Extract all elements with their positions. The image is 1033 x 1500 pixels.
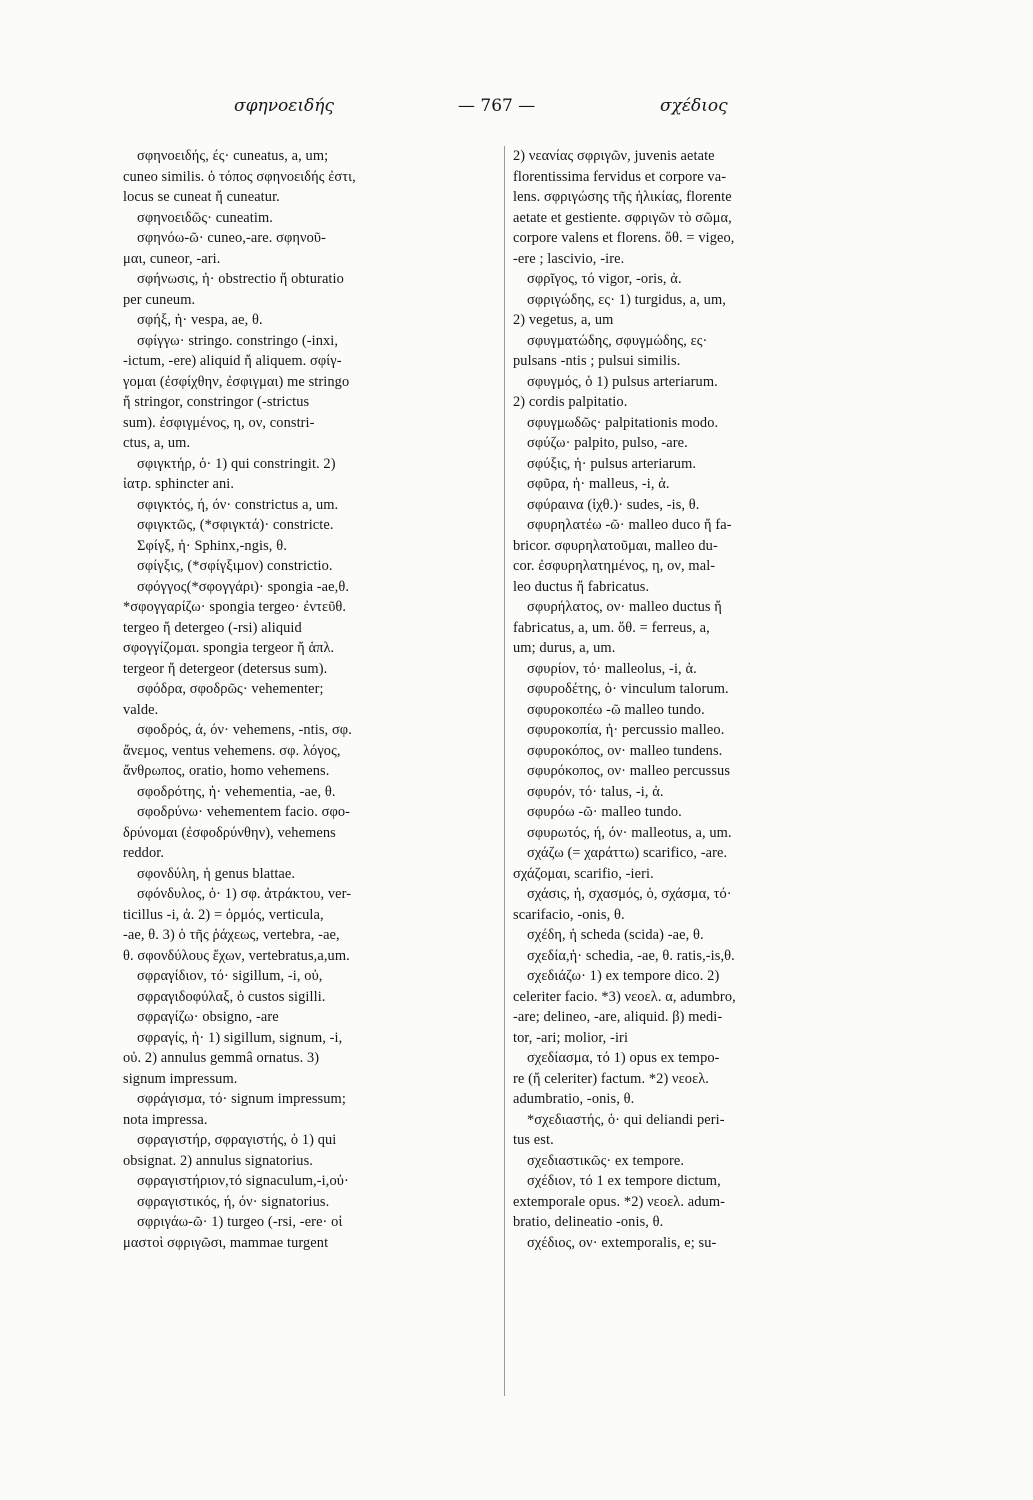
entry-line: σφογγίζομαι. spongia tergeor ἤ ἁπλ. bbox=[123, 640, 335, 656]
entry-line: obsignat. 2) annulus signatorius. bbox=[123, 1152, 313, 1169]
entry-line: nota impressa. bbox=[123, 1111, 208, 1128]
entry-line: σφῦρα, ἡ· malleus, -i, ἀ. bbox=[527, 476, 670, 492]
entry-line: tor, -ari; molior, -iri bbox=[513, 1029, 629, 1046]
entry-line: σφυροκοπέω -ῶ malleo tundo. bbox=[527, 701, 705, 718]
entry-line: σφιγκτῶς, (*σφιγκτά)· constricte. bbox=[137, 517, 334, 533]
entry-line: σφιγκτήρ, ὁ· 1) qui constringit. 2) bbox=[137, 455, 336, 472]
entry-line: σφοδρύνω· vehementem facio. σφο- bbox=[137, 804, 351, 820]
entry-line: σφόνδυλος, ὁ· 1) σφ. ἀτράκτου, ver- bbox=[137, 886, 352, 902]
entry-line: σφονδύλη, ἡ genus blattae. bbox=[137, 865, 296, 882]
entry-line: σφρῖγος, τό vigor, -oris, ἀ. bbox=[527, 271, 682, 287]
entry-line: fabricatus, a, um. ὅθ. = ferreus, a, bbox=[513, 619, 710, 636]
entry-line: σφύξις, ἡ· pulsus arteriarum. bbox=[527, 455, 697, 472]
entry-line: σφυρωτός, ή, όν· malleotus, a, um. bbox=[527, 824, 732, 841]
entry-line: σχεδία,ἡ· schedia, -ae, θ. ratis,-is,θ. bbox=[527, 947, 735, 964]
entry-line: bratio, delineatio -onis, θ. bbox=[513, 1214, 664, 1230]
entry-line: σφραγίδιον, τό· sigillum, -i, οὐ, bbox=[137, 968, 323, 984]
entry-line: locus se cuneat ἤ cuneatur. bbox=[123, 189, 280, 205]
entry-line: lens. σφριγώσης τῆς ἡλικίας, florente bbox=[513, 189, 732, 205]
page-number: — 767 — bbox=[458, 96, 536, 116]
entry-line: -ictum, -ere) aliquid ἤ aliquem. σφίγ- bbox=[123, 353, 342, 369]
entry-line: σχεδίασμα, τό 1) opus ex tempo- bbox=[527, 1050, 720, 1066]
entry-line: σχέδιος, ον· extemporalis, e; su- bbox=[527, 1234, 717, 1251]
entry-line: extemporale opus. *2) νεοελ. adum- bbox=[513, 1193, 726, 1210]
entry-line: σφύραινα (ἰχθ.)· sudes, -is, θ. bbox=[527, 496, 700, 513]
entry-line: γομαι (ἐσφίχθην, ἐσφιγμαι) me stringo bbox=[123, 373, 350, 390]
entry-line: σχεδιαστικῶς· ex tempore. bbox=[527, 1152, 685, 1169]
entry-line: -ere ; lascivio, -ire. bbox=[513, 250, 625, 267]
entry-line: Σφίγξ, ἡ· Sphinx,-ngis, θ. bbox=[137, 537, 287, 554]
entry-line: σφήνωσις, ἡ· obstrectio ἤ obturatio bbox=[137, 271, 344, 287]
entry-line: 2) vegetus, a, um bbox=[513, 312, 614, 328]
entry-line: σφηνόω-ῶ· cuneo,-are. σφηνοῦ- bbox=[137, 230, 327, 246]
entry-line: adumbratio, -onis, θ. bbox=[513, 1091, 635, 1107]
entry-line: σφιγκτός, ή, όν· constrictus a, um. bbox=[137, 496, 339, 513]
entry-line: tergeo ἤ detergeo (-rsi) aliquid bbox=[123, 619, 302, 636]
entry-line: σχάζομαι, scarifio, -ieri. bbox=[513, 865, 654, 882]
entry-line: ctus, a, um. bbox=[123, 435, 191, 451]
header-left-word: σφηνοειδής bbox=[234, 96, 334, 116]
entry-line: σφυρόκοπος, ον· malleo percussus bbox=[527, 763, 731, 779]
entry-line: σφόδρα, σφοδρῶς· vehementer; bbox=[137, 681, 324, 697]
entry-line: σφυροδέτης, ὁ· vinculum talorum. bbox=[527, 681, 729, 697]
entry-line: ἄνεμος, ventus vehemens. σφ. λόγος, bbox=[123, 742, 341, 759]
entry-line: σφυγματώδης, σφυγμώδης, ες· bbox=[527, 332, 708, 349]
entry-line: δρύνομαι (ἐσφοδρύνθην), vehemens bbox=[123, 824, 336, 841]
entry-line: σφύζω· palpito, pulso, -are. bbox=[527, 435, 688, 451]
entry-line: μαστοὶ σφριγῶσι, mammae turgent bbox=[123, 1234, 329, 1251]
entry-line: ἄνθρωπος, oratio, homo vehemens. bbox=[123, 763, 330, 779]
entry-line: σφηνοειδής, ές· cuneatus, a, um; bbox=[137, 148, 329, 164]
entry-line: σχέδη, ἡ scheda (scida) -ae, θ. bbox=[527, 927, 704, 943]
entry-line: σφίγξις, (*σφίγξιμον) constrictio. bbox=[137, 558, 333, 574]
entry-line: sum). ἐσφιγμένος, η, ον, constri- bbox=[123, 414, 315, 431]
entry-line: pulsans -ntis ; pulsui similis. bbox=[513, 353, 681, 369]
entry-line: σφήξ, ἡ· vespa, ae, θ. bbox=[137, 312, 263, 328]
entry-line: σφριγώδης, ες· 1) turgidus, a, um, bbox=[527, 291, 726, 308]
entry-line: σφραγίς, ἡ· 1) sigillum, signum, -i, bbox=[137, 1029, 343, 1046]
entry-line: bricor. σφυρηλατοῦμαι, malleo du- bbox=[513, 537, 718, 554]
entry-line: σχεδιάζω· 1) ex tempore dico. 2) bbox=[527, 968, 720, 984]
entry-line: σφόγγος(*σφογγάρι)· spongia -ae,θ. bbox=[137, 578, 350, 595]
entry-line: re (ἤ celeriter) factum. *2) νεοελ. bbox=[513, 1070, 710, 1087]
entry-line: aetate et gestiente. σφριγῶν τὸ σῶμα, bbox=[513, 209, 732, 226]
entry-line: corpore valens et florens. ὅθ. = vigeo, bbox=[513, 230, 735, 246]
entry-line: σφυγμός, ὁ 1) pulsus arteriarum. bbox=[527, 373, 718, 390]
entry-line: um; durus, a, um. bbox=[513, 640, 616, 656]
entry-line: σφυρήλατος, ον· malleo ductus ἤ bbox=[527, 599, 722, 615]
entry-line: σφυγμωδῶς· palpitationis modo. bbox=[527, 414, 719, 431]
entry-line: σφραγιδοφύλαξ, ὁ custos sigilli. bbox=[137, 988, 326, 1005]
entry-line: σφραγιστικός, ή, όν· signatorius. bbox=[137, 1193, 330, 1210]
entry-line: reddor. bbox=[123, 845, 165, 861]
entry-line: per cuneum. bbox=[123, 291, 196, 308]
entry-line: tergeor ἤ detergeor (detersus sum). bbox=[123, 660, 328, 677]
entry-line: σφοδρός, ά, όν· vehemens, -ntis, σφ. bbox=[137, 722, 352, 738]
entry-line: σφυρίον, τό· malleolus, -i, ἀ. bbox=[527, 660, 697, 677]
entry-line: celeriter facio. *3) νεοελ. α, adumbro, bbox=[513, 988, 736, 1005]
right-column bbox=[513, 146, 891, 1253]
entry-line: σφυρηλατέω -ῶ· malleo duco ἤ fa- bbox=[527, 517, 732, 533]
entry-line: tus est. bbox=[513, 1132, 554, 1148]
entry-line: σφριγάω-ῶ· 1) turgeo (-rsi, -ere· οἱ bbox=[137, 1214, 343, 1230]
entry-line: μαι, cuneor, -ari. bbox=[123, 250, 221, 267]
entry-line: 2) cordis palpitatio. bbox=[513, 394, 628, 410]
entry-line: σχάσις, ἡ, σχασμός, ὁ, σχάσμα, τό· bbox=[527, 886, 732, 902]
entry-line: ἤ stringor, constringor (-strictus bbox=[123, 394, 310, 410]
entry-line: σχάζω (= χαράττω) scarifico, -are. bbox=[527, 845, 728, 861]
entry-line: οὐ. 2) annulus gemmâ ornatus. 3) bbox=[123, 1050, 320, 1066]
header-right-word: σχέδιος bbox=[660, 96, 728, 116]
entry-line: *σφογγαρίζω· spongia tergeo· ἐντεῦθ. bbox=[123, 599, 347, 615]
entry-line: σφυροκόπος, ον· malleo tundens. bbox=[527, 742, 723, 759]
entry-line: scarifacio, -onis, θ. bbox=[513, 906, 625, 923]
entry-line: *σχεδιαστής, ὁ· qui deliandi peri- bbox=[527, 1111, 725, 1128]
entry-line: signum impressum. bbox=[123, 1070, 238, 1087]
entry-line: σφραγιστήριον,τό signaculum,-i,οὐ· bbox=[137, 1173, 349, 1189]
entry-line: σφραγίζω· obsigno, -are bbox=[137, 1009, 279, 1025]
entry-line: 2) νεανίας σφριγῶν, juvenis aetate bbox=[513, 148, 715, 164]
entry-line: cor. ἐσφυρηλατημένος, η, ον, mal- bbox=[513, 558, 716, 574]
entry-line: σφηνοειδῶς· cuneatim. bbox=[137, 209, 273, 226]
entry-line: -are; delineo, -are, aliquid. β) medi- bbox=[513, 1009, 723, 1025]
left-column bbox=[123, 146, 485, 1253]
entry-line: -ae, θ. 3) ὁ τῆς ῥάχεως, vertebra, -ae, bbox=[123, 927, 340, 943]
column-divider bbox=[504, 146, 505, 1396]
entry-line: ἰατρ. sphincter ani. bbox=[123, 476, 235, 492]
entry-line: valde. bbox=[123, 701, 159, 718]
entry-line: σφραγιστήρ, σφραγιστής, ὁ 1) qui bbox=[137, 1132, 337, 1148]
entry-line: σφράγισμα, τό· signum impressum; bbox=[137, 1091, 346, 1107]
entry-line: σφυρόω -ῶ· malleo tundo. bbox=[527, 804, 682, 820]
entry-line: cuneo similis. ὁ τόπος σφηνοειδής ἐστι, bbox=[123, 168, 356, 185]
entry-line: florentissima fervidus et corpore va- bbox=[513, 168, 727, 185]
running-header bbox=[140, 96, 900, 122]
entry-line: σφυροκοπία, ἡ· percussio malleo. bbox=[527, 722, 725, 738]
entry-line: θ. σφονδύλους ἔχων, vertebratus,a,um. bbox=[123, 947, 350, 964]
entry-line: σχέδιον, τό 1 ex tempore dictum, bbox=[527, 1173, 721, 1189]
entry-line: σφυρόν, τό· talus, -i, ἀ. bbox=[527, 783, 664, 800]
entry-line: σφίγγω· stringo. constringo (-inxi, bbox=[137, 332, 339, 349]
entry-line: ticillus -i, ἀ. 2) = ὁρμός, verticula, bbox=[123, 906, 324, 923]
entry-line: σφοδρότης, ἡ· vehementia, -ae, θ. bbox=[137, 783, 336, 800]
entry-line: leo ductus ἤ fabricatus. bbox=[513, 578, 650, 595]
